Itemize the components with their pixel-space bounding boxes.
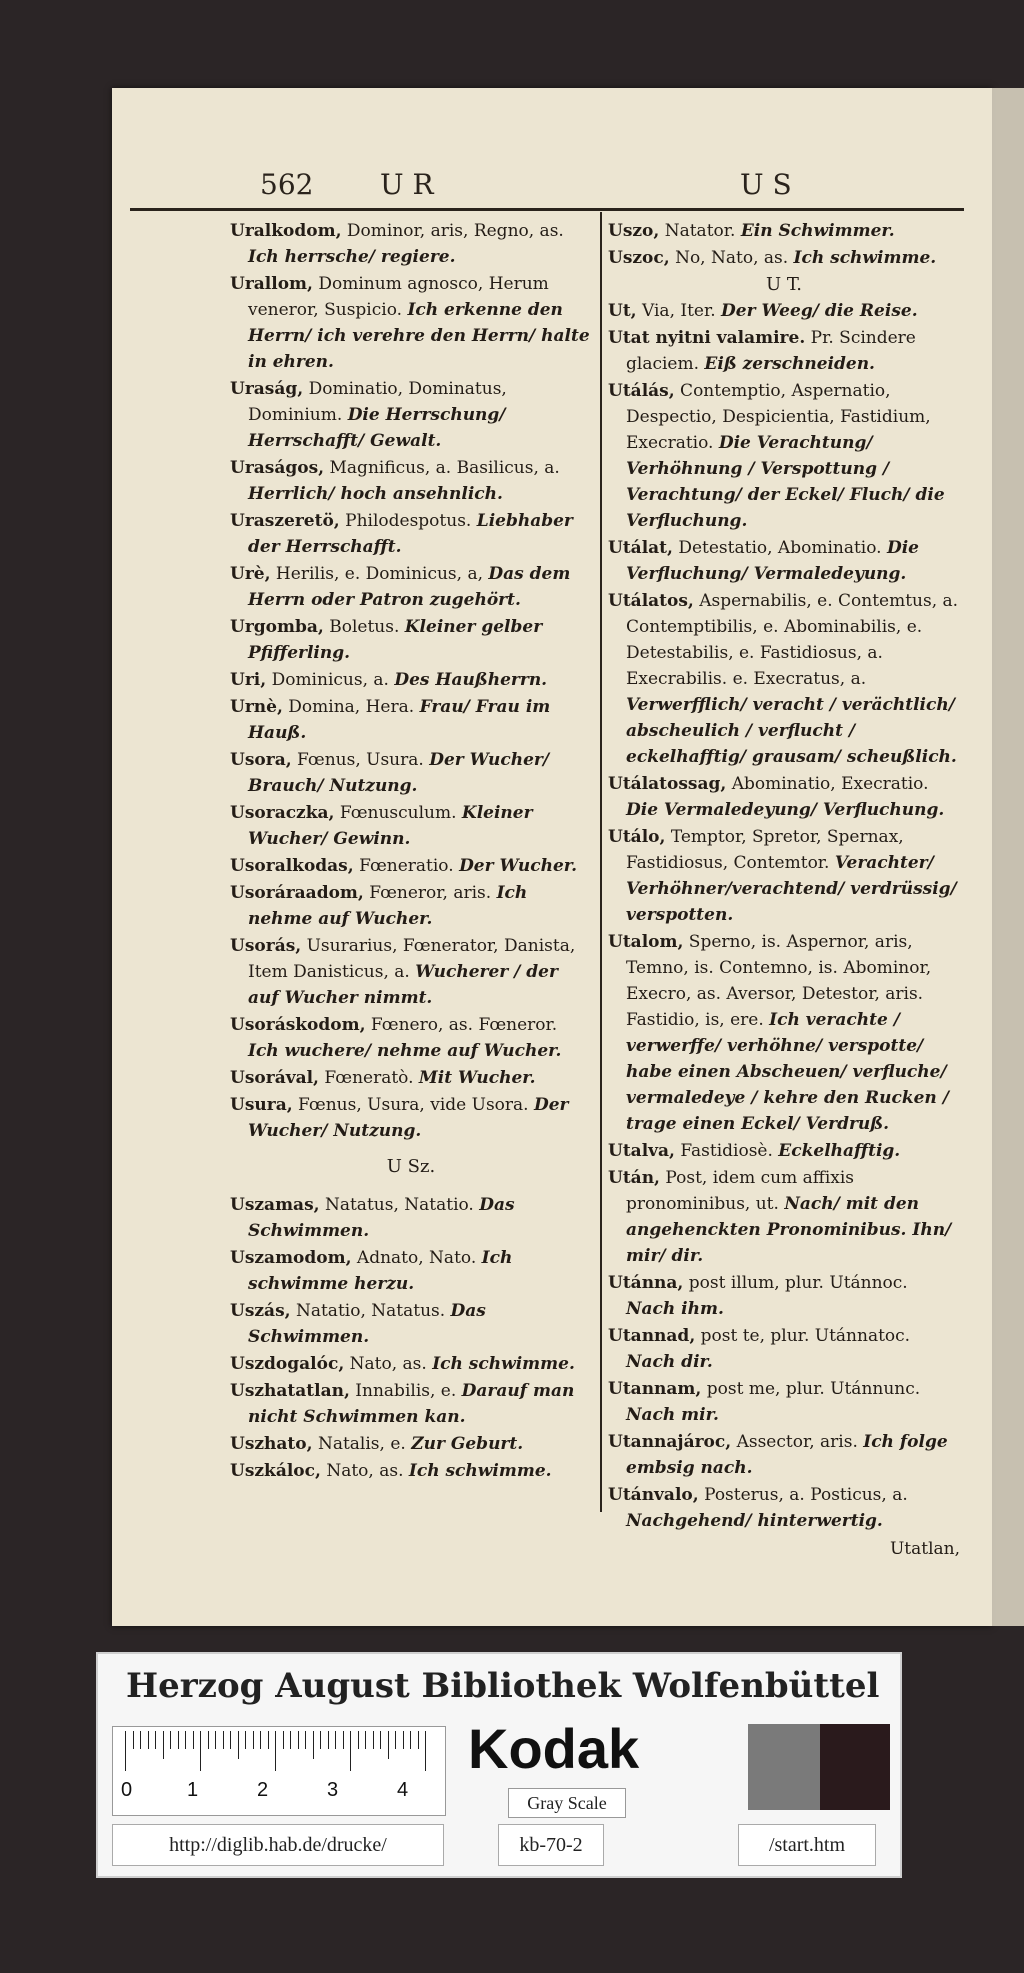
entry-german: Ich erkenne den Herrn/ ich verehre den Herrn/ halte in ehren. [248,300,590,372]
ruler-tick [298,1731,299,1749]
page-header [150,168,964,208]
ruler-tick [193,1731,194,1749]
ruler-ticks [125,1731,435,1775]
entry-german: Die Herrschung/ Herrschafft/ Gewalt. [248,405,506,451]
ruler-tick [388,1731,389,1759]
entry-german: Kleiner gelber Pfifferling. [248,617,543,663]
ruler-tick [305,1731,306,1749]
dictionary-entry [608,298,960,324]
url-part-3[interactable]: /start.htm [738,1824,876,1866]
entry-german: Der Weeg/ die Reise. [721,301,918,321]
dictionary-entry [608,929,960,1137]
entry-german: Das Schwimmen. [248,1195,515,1241]
entry-latin: Fœnus, Usura, vide Usora. [292,1095,534,1115]
entry-latin: Boletus. [323,617,405,637]
entry-latin: Via, Iter. [636,301,722,321]
entry-latin: Fœneratio. [353,856,460,876]
page-number: 562 [260,168,314,201]
entry-latin: post te, plur. Utánnatoc. [695,1326,911,1346]
entry-german: Kleiner Wucher/ Gewinn. [248,803,533,849]
entry-german: Frau/ Frau im Hauß. [248,697,551,743]
ruler-tick [283,1731,284,1749]
ruler-tick [215,1731,216,1749]
entry-latin: Abominatio, Execratio. [726,774,929,794]
entry-german: Die Vermaledeyung/ Verfluchung. [626,800,945,820]
entry-latin: Pr. Scindere glaciem. [626,328,916,374]
dictionary-entry [608,378,960,534]
entry-german: Ich schwimme. [408,1461,552,1481]
entry-german: Ich verachte / verwerffe/ verhöhne/ verspotte/ habe einen Abscheuen/ verfluche/ vermaledeye / kehre den Rucken / trage einen Eckel/ Verdruß. [626,1010,949,1134]
entry-german: Nachgehend/ hinterwertig. [626,1511,883,1531]
entry-headword: Utánna, [608,1273,684,1293]
entry-headword: Uszamodom, [230,1248,352,1268]
ruler-tick [343,1731,344,1749]
entry-latin: Fœnus, Usura. [291,750,430,770]
entry-headword: Uszkáloc, [230,1461,321,1481]
entry-german: Ich schwimme. [432,1354,575,1374]
ruler-tick [350,1731,351,1771]
entry-latin: Assector, aris. [731,1432,864,1452]
entry-headword: Utálatossag, [608,774,727,794]
entry-latin: post illum, plur. Utánnoc. [683,1273,908,1293]
entry-german: Nach dir. [626,1352,713,1372]
entry-latin: Adnato, Nato. [351,1248,482,1268]
entry-headword: Uraság, [230,379,304,399]
entry-latin: No, Nato, as. [669,248,794,268]
right-column [608,218,960,1562]
entry-german: Eckelhafftig. [778,1141,901,1161]
ruler-tick [238,1731,239,1759]
ruler-tick [268,1731,269,1749]
entry-latin: Nato, as. [320,1461,409,1481]
ruler-tick [358,1731,359,1749]
entry-headword: Ut, [608,301,637,321]
entry-headword: Uszás, [230,1301,291,1321]
dictionary-entry [230,1092,592,1144]
left-column [230,218,592,1485]
ruler-tick [395,1731,396,1749]
dictionary-entry [230,218,592,270]
entry-latin: Fœnusculum. [334,803,462,823]
ruler-tick [223,1731,224,1749]
entry-latin: Natator. [659,221,741,241]
ruler-tick [373,1731,374,1749]
entry-headword: Utálo, [608,827,666,847]
dictionary-entry [608,1165,960,1269]
entry-headword: Uraszeretö, [230,511,340,531]
ruler-tick [148,1731,149,1749]
entry-headword: Utat nyitni valamire. [608,328,806,348]
entry-german: Nach ihm. [626,1299,724,1319]
entry-headword: Usorával, [230,1068,319,1088]
ruler-tick [170,1731,171,1749]
entry-headword: Utannad, [608,1326,696,1346]
header-right-letters: U S [740,168,792,201]
entry-headword: Utannajároc, [608,1432,732,1452]
entry-german: Nach/ mit den angehenckten Pronominibus. Ihn/ mir/ dir. [626,1194,952,1266]
dictionary-entry [230,271,592,375]
entry-latin: Domina, Hera. [282,697,420,717]
entry-german: Darauf man nicht Schwimmen kan. [248,1381,575,1427]
dictionary-entry [608,1323,960,1375]
ruler-tick [140,1731,141,1749]
entry-german: Die Verfluchung/ Vermaledeyung. [626,538,920,584]
entry-latin: Dominum agnosco, Herum veneror, Suspicio. [248,274,549,320]
entry-headword: Uraságos, [230,458,325,478]
entry-german: Des Haußherrn. [394,670,548,690]
entry-headword: Usoráraadom, [230,883,364,903]
ruler-tick [260,1731,261,1749]
dictionary-entry [608,218,960,244]
entry-latin: Philodespotus. [339,511,477,531]
entry-headword: Urgomba, [230,617,324,637]
gray-swatch [748,1724,820,1810]
entry-headword: Usoralkodas, [230,856,354,876]
entry-german: Der Wucher. [459,856,578,876]
entry-latin: Magnificus, a. Basilicus, a. [324,458,560,478]
dictionary-entry [230,1012,592,1064]
entry-german: Zur Geburt. [411,1434,524,1454]
kodak-logo: Kodak [468,1717,640,1780]
entry-german: Der Wucher/ Brauch/ Nutzung. [248,750,550,796]
entry-latin: Detestatio, Abominatio. [672,538,887,558]
entry-latin: post me, plur. Utánnunc. [701,1379,921,1399]
ruler-tick [230,1731,231,1749]
dark-swatch [820,1724,890,1810]
entry-headword: Után, [608,1168,660,1188]
entry-latin: Fœneror, aris. [363,883,497,903]
ruler-tick [320,1731,321,1749]
dictionary-entry [608,1429,960,1481]
ruler-label: 1 [187,1779,199,1801]
entry-german: Ich herrsche/ regiere. [248,247,456,267]
entry-latin: Natatio, Natatus. [290,1301,451,1321]
dictionary-entry [230,933,592,1011]
entry-latin: Post, idem cum affixis pronominibus, ut. [626,1168,855,1214]
entry-german: Eiß zerschneiden. [704,354,875,374]
ruler-tick [178,1731,179,1749]
dictionary-entry [608,1376,960,1428]
ruler-tick [403,1731,404,1749]
entry-headword: Uszoc, [608,248,670,268]
entry-headword: Uri, [230,670,267,690]
dictionary-entry [608,1270,960,1322]
ruler-tick [335,1731,336,1749]
dictionary-entry [230,800,592,852]
dictionary-entry [608,535,960,587]
entry-headword: Utalva, [608,1141,675,1161]
entry-latin: Posterus, a. Posticus, a. [698,1485,908,1505]
dictionary-entry [230,1065,592,1091]
entry-latin: Fœneratò. [318,1068,419,1088]
entry-latin: Aspernabilis, e. Contemtus, a. Contemptibilis, e. Abominabilis, e. Detestabilis, e. Fastidiosus, a. Execrabilis. e. Execratus, a. [626,591,959,689]
dictionary-entry [230,747,592,799]
right-subhead: U T. [766,274,802,295]
ruler-tick [185,1731,186,1749]
left-subhead: U Sz. [386,1156,436,1177]
next-page-edge [992,88,1024,1626]
dictionary-entry [230,1351,592,1377]
dictionary-entry [230,694,592,746]
entry-latin: Natatus, Natatio. [319,1195,480,1215]
dictionary-entry [230,1378,592,1430]
dictionary-entry [608,588,960,770]
ruler-tick [290,1731,291,1749]
ruler-tick [313,1731,314,1759]
dictionary-entry [608,771,960,823]
ruler-tick [253,1731,254,1749]
dictionary-entry [230,1431,592,1457]
entry-german: Ich folge embsig nach. [626,1432,948,1478]
entry-headword: Utálatos, [608,591,694,611]
entry-german: Herrlich/ hoch ansehnlich. [248,484,503,504]
dictionary-entry [230,1192,592,1244]
entry-german: Ich schwimme herzu. [248,1248,513,1294]
entry-latin: Nato, as. [344,1354,433,1374]
url-part-2[interactable]: kb-70-2 [498,1824,604,1866]
entry-headword: Urè, [230,564,271,584]
entry-german: Die Verachtung/ Verhöhnung / Verspottung / Verachtung/ der Eckel/ Fluch/ die Verfluchung. [626,433,945,531]
entry-german: Verachter/ Verhöhner/verachtend/ verdrüssig/ verspotten. [626,853,957,925]
entry-german: Ein Schwimmer. [740,221,895,241]
entry-headword: Uszhatatlan, [230,1381,350,1401]
entry-headword: Uszamas, [230,1195,320,1215]
entry-headword: Uszo, [608,221,660,241]
gray-scale-label: Gray Scale [508,1788,626,1818]
ruler-tick [425,1731,426,1771]
entry-headword: Uralkodom, [230,221,342,241]
ruler-label: 0 [121,1779,133,1801]
entry-german: Der Wucher/ Nutzung. [248,1095,569,1141]
ruler-label: 4 [397,1779,409,1801]
ruler-tick [275,1731,276,1771]
header-left-letters: U R [380,168,434,201]
entry-headword: Usorás, [230,936,302,956]
entry-latin: Fastidiosè. [674,1141,779,1161]
ruler-tick [328,1731,329,1749]
ruler-tick [133,1731,134,1749]
dictionary-entry [608,824,960,928]
header-rule [130,208,964,211]
url-part-1[interactable]: http://diglib.hab.de/drucke/ [112,1824,444,1866]
ruler-tick [245,1731,246,1749]
entry-latin: Dominicus, a. [266,670,395,690]
entry-headword: Usoráskodom, [230,1015,366,1035]
entry-headword: Usora, [230,750,292,770]
dictionary-entry [230,614,592,666]
ruler-tick [365,1731,366,1749]
entry-headword: Utálás, [608,381,675,401]
dictionary-entry [608,325,960,377]
dictionary-entry [230,508,592,560]
ruler-tick [208,1731,209,1749]
ruler-tick [418,1731,419,1749]
dictionary-entry [608,1482,960,1534]
dictionary-entry [230,880,592,932]
ruler-tick [410,1731,411,1749]
entry-headword: Usoraczka, [230,803,335,823]
ruler [112,1726,446,1816]
entry-latin: Temptor, Spretor, Spernax, Fastidiosus, Contemtor. [626,827,904,873]
dictionary-entry [230,455,592,507]
entry-latin: Herilis, e. Dominicus, a, [270,564,489,584]
ruler-tick [163,1731,164,1759]
entry-latin: Dominatio, Dominatus, Dominium. [248,379,507,425]
dictionary-entry [230,667,592,693]
dictionary-entry [230,1245,592,1297]
ruler-tick [125,1731,126,1771]
entry-german: Nach mir. [626,1405,719,1425]
entry-german: Liebhaber der Herrschafft. [248,511,573,557]
entry-headword: Uszdogalóc, [230,1354,345,1374]
dictionary-entry [230,853,592,879]
ruler-label: 3 [327,1779,339,1801]
entry-latin: Usurarius, Fœnerator, Danista, Item Danisticus, a. [248,936,576,982]
entry-latin: Contemptio, Aspernatio, Despectio, Despicientia, Fastidium, Execratio. [626,381,931,453]
entry-german: Verwerfflich/ veracht / verächtlich/ abscheulich / verflucht / eckelhafftig/ grausam/ scheußlich. [626,695,957,767]
dictionary-entry [608,1138,960,1164]
catchword: Utatlan, [889,1539,960,1559]
entry-headword: Usura, [230,1095,293,1115]
entry-german: Ich nehme auf Wucher. [248,883,528,929]
dictionary-entry [230,1298,592,1350]
dictionary-entry [230,376,592,454]
library-title: Herzog August Bibliothek Wolfenbüttel [126,1666,880,1706]
entry-latin: Innabilis, e. [349,1381,462,1401]
ruler-tick [155,1731,156,1749]
entry-latin: Natalis, e. [312,1434,412,1454]
entry-latin: Dominor, aris, Regno, as. [341,221,564,241]
entry-german: Das Schwimmen. [248,1301,486,1347]
entry-headword: Utannam, [608,1379,702,1399]
entry-latin: Fœnero, as. Fœneror. [365,1015,558,1035]
dictionary-entry [608,245,960,271]
dictionary-entry [230,1458,592,1484]
entry-headword: Urallom, [230,274,313,294]
entry-latin: Sperno, is. Aspernor, aris, Temno, is. Contemno, is. Abominor, Execro, as. Aversor, Detestor, aris. Fastidio, is, ere. [626,932,932,1030]
ruler-tick [380,1731,381,1749]
column-divider [600,212,602,1512]
ruler-label: 2 [257,1779,269,1801]
entry-german: Mit Wucher. [418,1068,536,1088]
ruler-tick [200,1731,201,1771]
entry-headword: Utálat, [608,538,673,558]
entry-german: Wucherer / der auf Wucher nimmt. [248,962,558,1008]
entry-german: Ich wuchere/ nehme auf Wucher. [248,1041,562,1061]
entry-headword: Utánvalo, [608,1485,699,1505]
entry-headword: Urnè, [230,697,283,717]
entry-headword: Uszhato, [230,1434,313,1454]
entry-german: Das dem Herrn oder Patron zugehört. [248,564,571,610]
dictionary-entry [230,561,592,613]
entry-headword: Utalom, [608,932,684,952]
entry-german: Ich schwimme. [793,248,937,268]
library-banner [96,1652,902,1878]
